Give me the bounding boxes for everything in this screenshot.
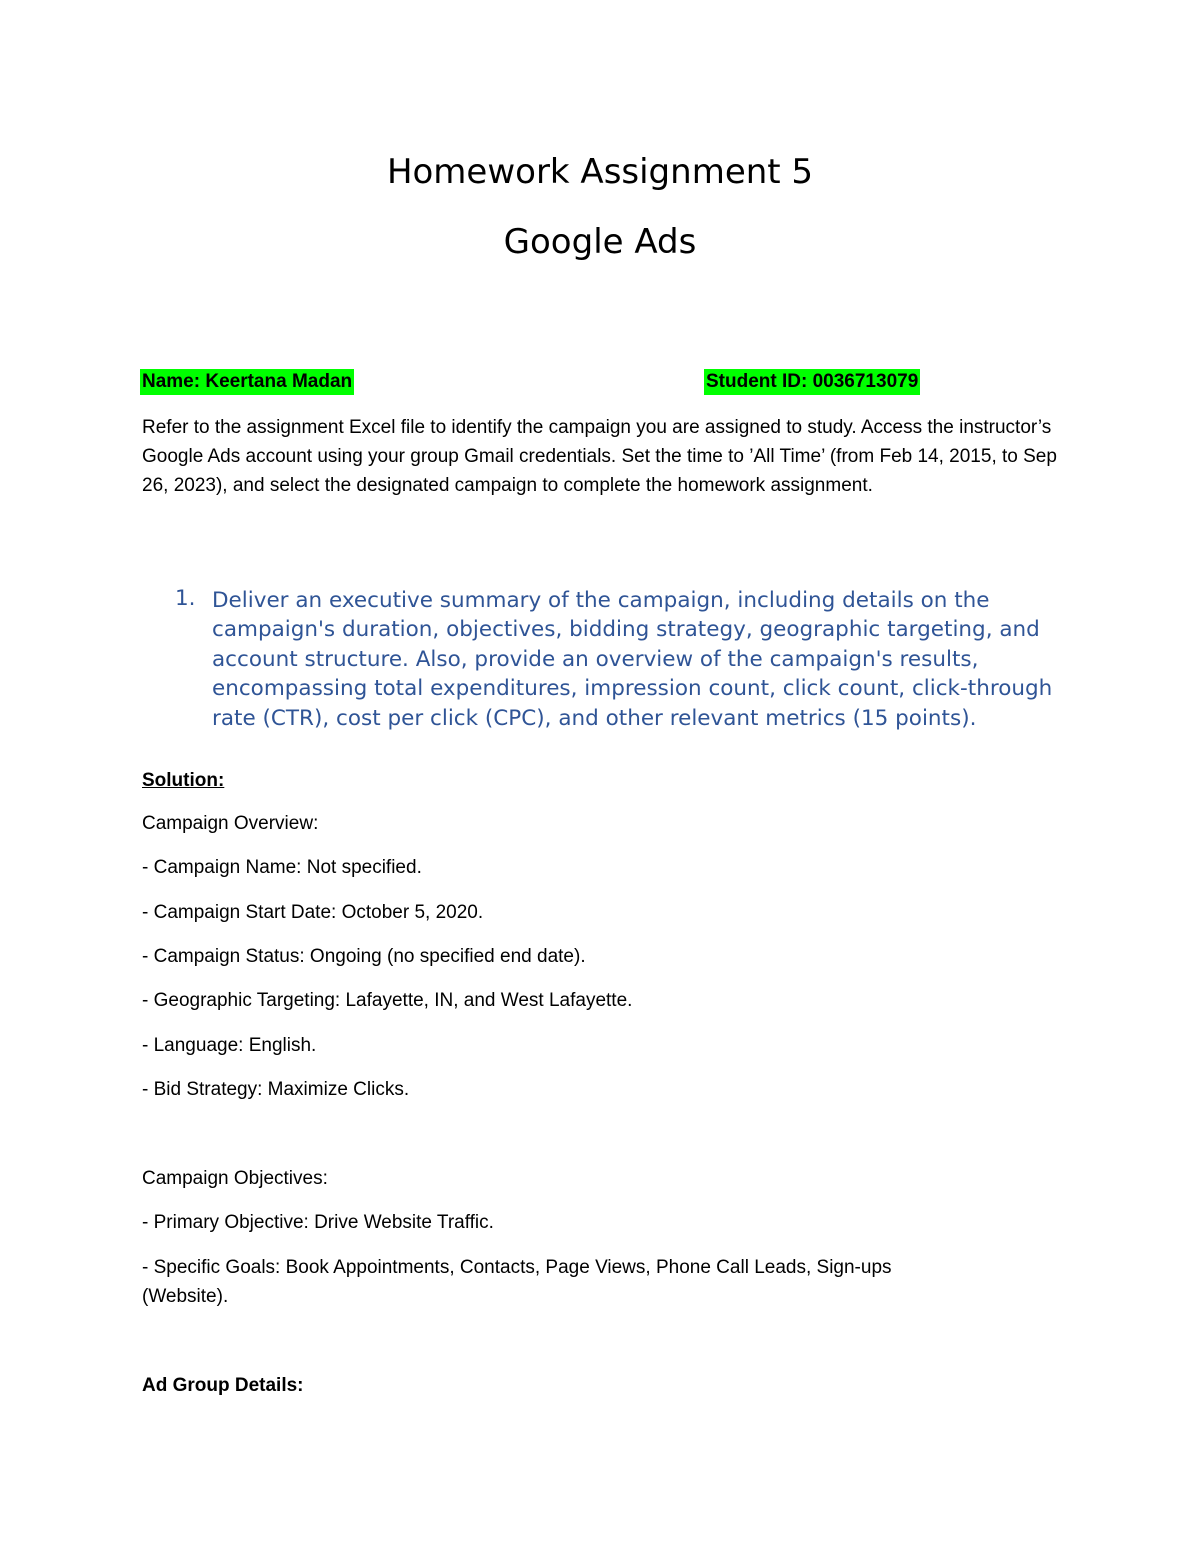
- page-subtitle: Google Ads: [503, 222, 697, 262]
- instructions-paragraph: Refer to the assignment Excel file to identify the campaign you are assigned to study. Access the instructor’s Google Ads account using your group Gmail credentials. Set the time to ’All Time’ (from Feb 14, 2015, to Sep 26, 2023), and select the designated campaign to complete the homework assignment.: [142, 417, 1057, 496]
- student-name: Name: Keertana Madan: [140, 369, 354, 395]
- overview-item-language: - Language: English.: [142, 1035, 317, 1056]
- overview-item-bid-strategy: - Bid Strategy: Maximize Clicks.: [142, 1079, 410, 1100]
- objectives-heading: Campaign Objectives:: [142, 1168, 328, 1189]
- objective-goals-line1: - Specific Goals: Book Appointments, Contacts, Page Views, Phone Call Leads, Sign-ups: [142, 1257, 892, 1278]
- question-text: Deliver an executive summary of the campaign, including details on the campaign's duration, objectives, bidding strategy, geographic targeting, and account structure. Also, provide an overview of the campaign's results, encompassing total expenditures, impression count, click count, click-through rate (CTR), cost per click (CPC), and other relevant metrics (15 points).: [212, 588, 1053, 731]
- page-title: Homework Assignment 5: [386, 152, 814, 192]
- overview-item-campaign-name: - Campaign Name: Not specified.: [142, 857, 422, 878]
- overview-heading: Campaign Overview:: [142, 813, 319, 834]
- overview-item-start-date: - Campaign Start Date: October 5, 2020.: [142, 902, 484, 923]
- ad-group-heading: Ad Group Details:: [142, 1375, 304, 1396]
- overview-item-status: - Campaign Status: Ongoing (no specified end date).: [142, 946, 586, 967]
- objective-goals-line2: (Website).: [142, 1286, 229, 1307]
- question-number: 1.: [175, 586, 196, 611]
- solution-heading: Solution:: [142, 770, 225, 791]
- student-id: Student ID: 0036713079: [704, 369, 920, 395]
- overview-item-geo-targeting: - Geographic Targeting: Lafayette, IN, and West Lafayette.: [142, 990, 633, 1011]
- objective-primary: - Primary Objective: Drive Website Traffic.: [142, 1212, 494, 1233]
